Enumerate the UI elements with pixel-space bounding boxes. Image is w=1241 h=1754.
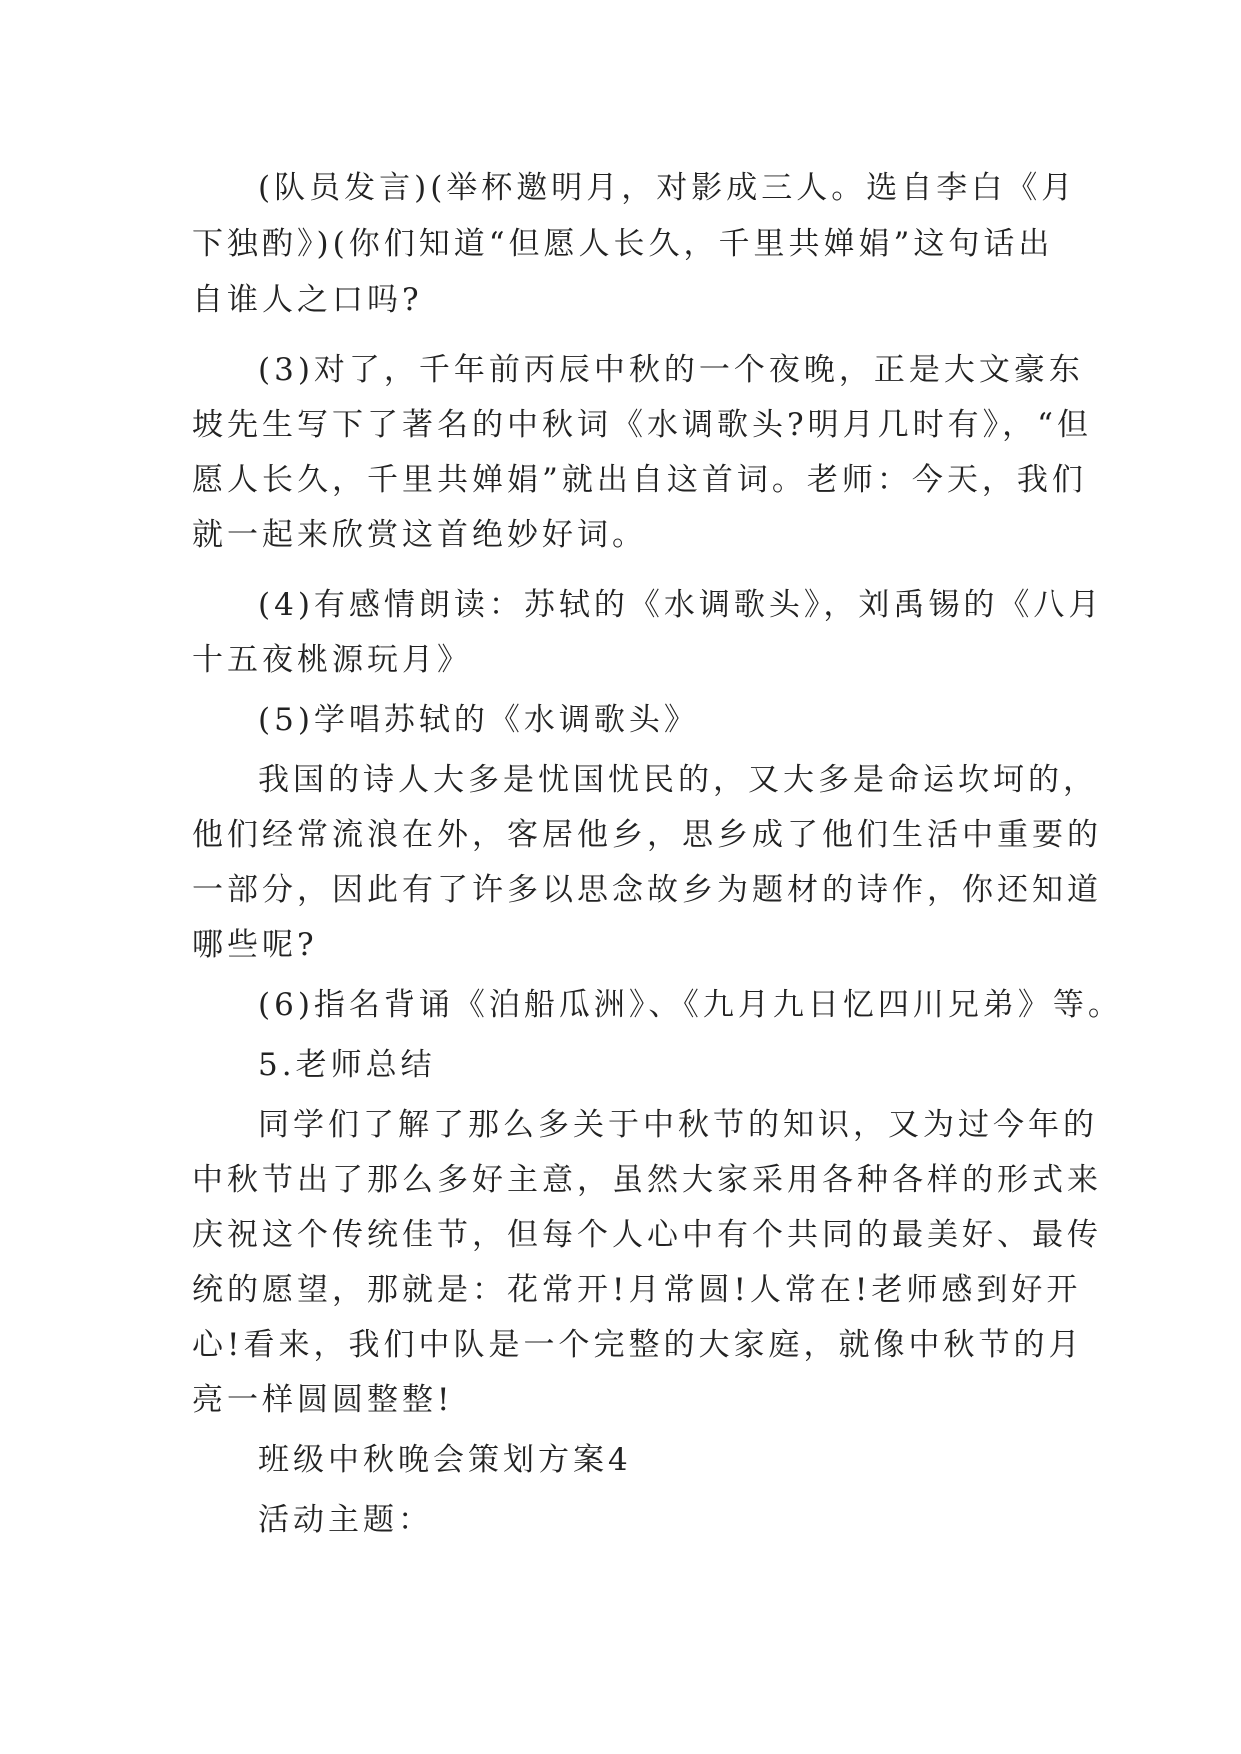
paragraph-line: 统的愿望，那就是：花常开!月常圆!人常在!老师感到好开	[192, 1272, 1082, 1308]
paragraph-line: 亮一样圆圆整整!	[192, 1382, 454, 1418]
paragraph-line: (4)有感情朗读：苏轼的《水调歌头》，刘禹锡的《八月	[258, 587, 1104, 623]
paragraph-line: 中秋节出了那么多好主意，虽然大家采用各种各样的形式来	[192, 1162, 1102, 1198]
paragraph-line: 下独酌》)(你们知道“但愿人长久，千里共婵娟”这句话出	[192, 226, 1054, 262]
paragraph-line: 庆祝这个传统佳节，但每个人心中有个共同的最美好、最传	[192, 1217, 1102, 1253]
paragraph-line: 哪些呢?	[192, 927, 318, 963]
paragraph-line: 心!看来，我们中队是一个完整的大家庭，就像中秋节的月	[192, 1327, 1084, 1363]
paragraph-line: 十五夜桃源玩月》	[192, 642, 472, 678]
activity-theme-label: 活动主题：	[258, 1502, 433, 1538]
paragraph-line: 同学们了解了那么多关于中秋节的知识，又为过今年的	[258, 1107, 1098, 1143]
paragraph-line: (5)学唱苏轼的《水调歌头》	[258, 702, 699, 738]
paragraph-line: 就一起来欣赏这首绝妙好词。	[192, 517, 647, 553]
paragraph-line: 自谁人之口吗?	[192, 282, 423, 318]
section-heading: 5.老师总结	[258, 1047, 436, 1083]
section-title: 班级中秋晚会策划方案4	[258, 1442, 632, 1478]
paragraph-line: (队员发言)(举杯邀明月，对影成三人。选自李白《月	[258, 170, 1077, 206]
paragraph-line: (3)对了，千年前丙辰中秋的一个夜晚，正是大文豪东	[258, 352, 1084, 388]
paragraph-line: (6)指名背诵《泊船瓜洲》、《九月九日忆四川兄弟》等。	[258, 987, 1123, 1023]
paragraph-line: 一部分，因此有了许多以思念故乡为题材的诗作，你还知道	[192, 872, 1102, 908]
paragraph-line: 他们经常流浪在外，客居他乡，思乡成了他们生活中重要的	[192, 817, 1102, 853]
paragraph-line: 愿人长久，千里共婵娟”就出自这首词。老师：今天，我们	[192, 462, 1087, 498]
paragraph-line: 坡先生写下了著名的中秋词《水调歌头?明月几时有》，“但	[192, 407, 1092, 443]
paragraph-line: 我国的诗人大多是忧国忧民的，又大多是命运坎坷的，	[258, 762, 1098, 798]
